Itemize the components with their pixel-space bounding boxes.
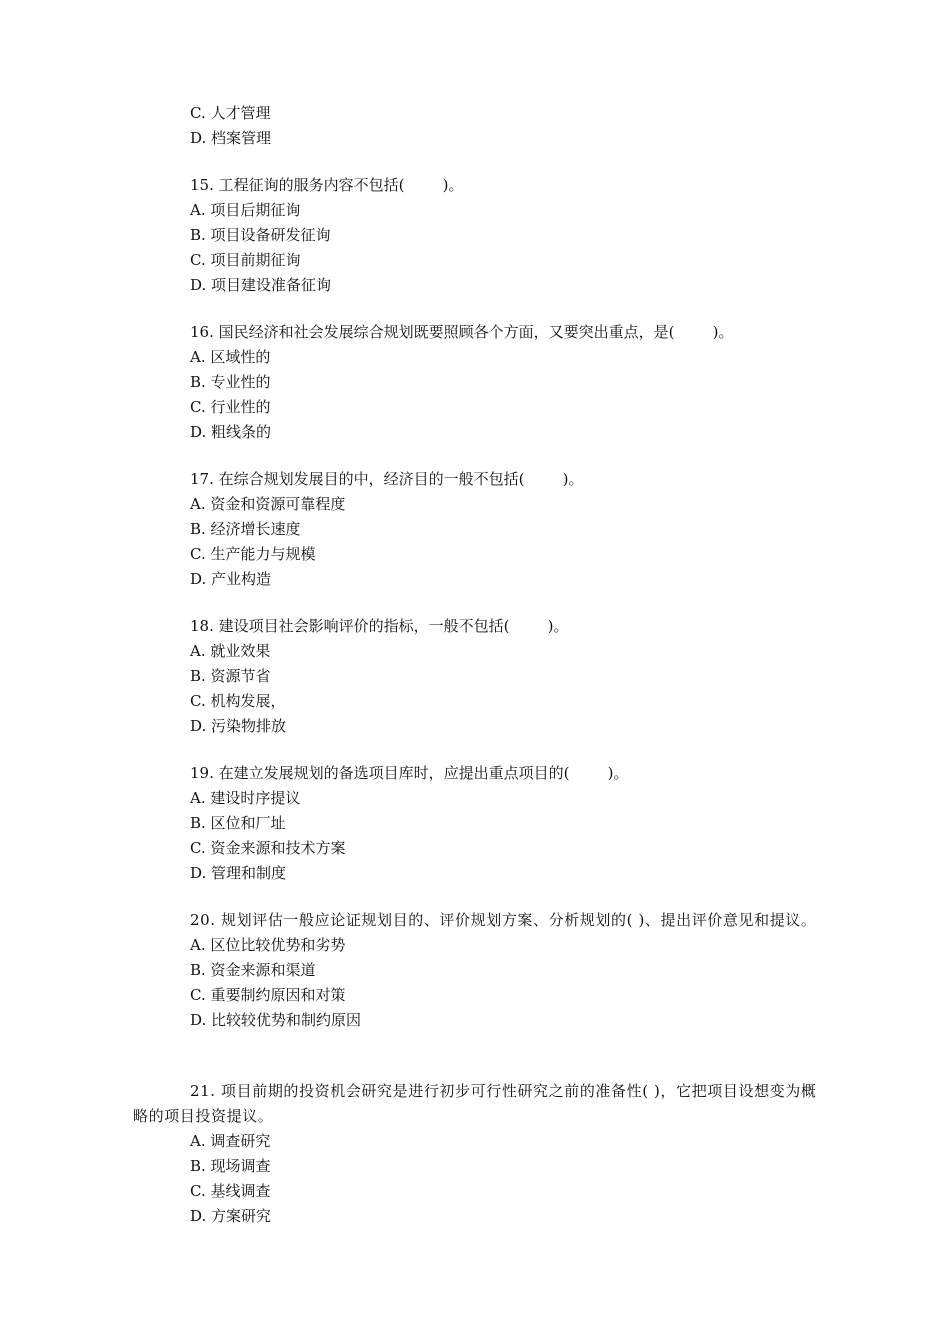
option-d: D. 粗线条的 [190, 423, 272, 441]
option-a: A. 就业效果 [190, 642, 271, 660]
option-a: A. 区域性的 [190, 348, 271, 366]
question-stem: 15. 工程征询的服务内容不包括( )。 [190, 176, 464, 194]
question-stem: 18. 建设项目社会影响评价的指标，一般不包括( )。 [190, 617, 569, 635]
option-b: B. 资源节省 [190, 667, 271, 685]
option-b: B. 资金来源和渠道 [190, 961, 316, 979]
option-b: B. 经济增长速度 [190, 520, 301, 538]
question-15 [133, 173, 823, 298]
option-d: D. 档案管理 [190, 129, 272, 147]
option-d: D. 比较较优势和制约原因 [190, 1011, 362, 1029]
option-d: D. 项目建设准备征询 [190, 276, 332, 294]
question-stem: 16. 国民经济和社会发展综合规划既要照顾各个方面，又要突出重点，是( )。 [190, 323, 734, 341]
option-a: A. 建设时序提议 [190, 789, 301, 807]
option-c: C. 机构发展， [190, 692, 286, 710]
question-20 [133, 908, 823, 1033]
option-d: D. 产业构造 [190, 570, 272, 588]
question-stem: 19. 在建立发展规划的备选项目库时，应提出重点项目的( )。 [190, 764, 629, 782]
option-d: D. 方案研究 [190, 1207, 272, 1225]
option-d: D. 污染物排放 [190, 717, 287, 735]
question-21 [133, 1079, 823, 1229]
option-b: B. 项目设备研发征询 [190, 226, 331, 244]
option-c: C. 生产能力与规模 [190, 545, 316, 563]
question-19 [133, 761, 823, 886]
option-b: B. 专业性的 [190, 373, 271, 391]
option-c: C. 资金来源和技术方案 [190, 839, 346, 857]
option-b: B. 区位和厂址 [190, 814, 286, 832]
option-c: C. 项目前期征询 [190, 251, 301, 269]
option-c: C. 重要制约原因和对策 [190, 986, 346, 1004]
option-a: A. 区位比较优势和劣势 [190, 936, 346, 954]
option-c: C. 基线调查 [190, 1182, 271, 1200]
question-stem: 20. 规划评估一般应论证规划目的、评价规划方案、分析规划的( )、提出评价意见和提议。 [190, 911, 817, 929]
option-c: C. 行业性的 [190, 398, 271, 416]
question-stem: 21. 项目前期的投资机会研究是进行初步可行性研究之前的准备性( )，它把项目设想变为概略的项目投资提议。 [133, 1082, 817, 1125]
option-c: C. 人才管理 [190, 104, 271, 122]
carryover-options [133, 101, 823, 151]
option-a: A. 项目后期征询 [190, 201, 301, 219]
question-18 [133, 614, 823, 739]
option-a: A. 调查研究 [190, 1132, 271, 1150]
option-a: A. 资金和资源可靠程度 [190, 495, 346, 513]
option-d: D. 管理和制度 [190, 864, 287, 882]
question-stem: 17. 在综合规划发展目的中，经济目的一般不包括( )。 [190, 470, 584, 488]
question-17 [133, 467, 823, 592]
option-b: B. 现场调查 [190, 1157, 271, 1175]
question-16 [133, 320, 823, 445]
